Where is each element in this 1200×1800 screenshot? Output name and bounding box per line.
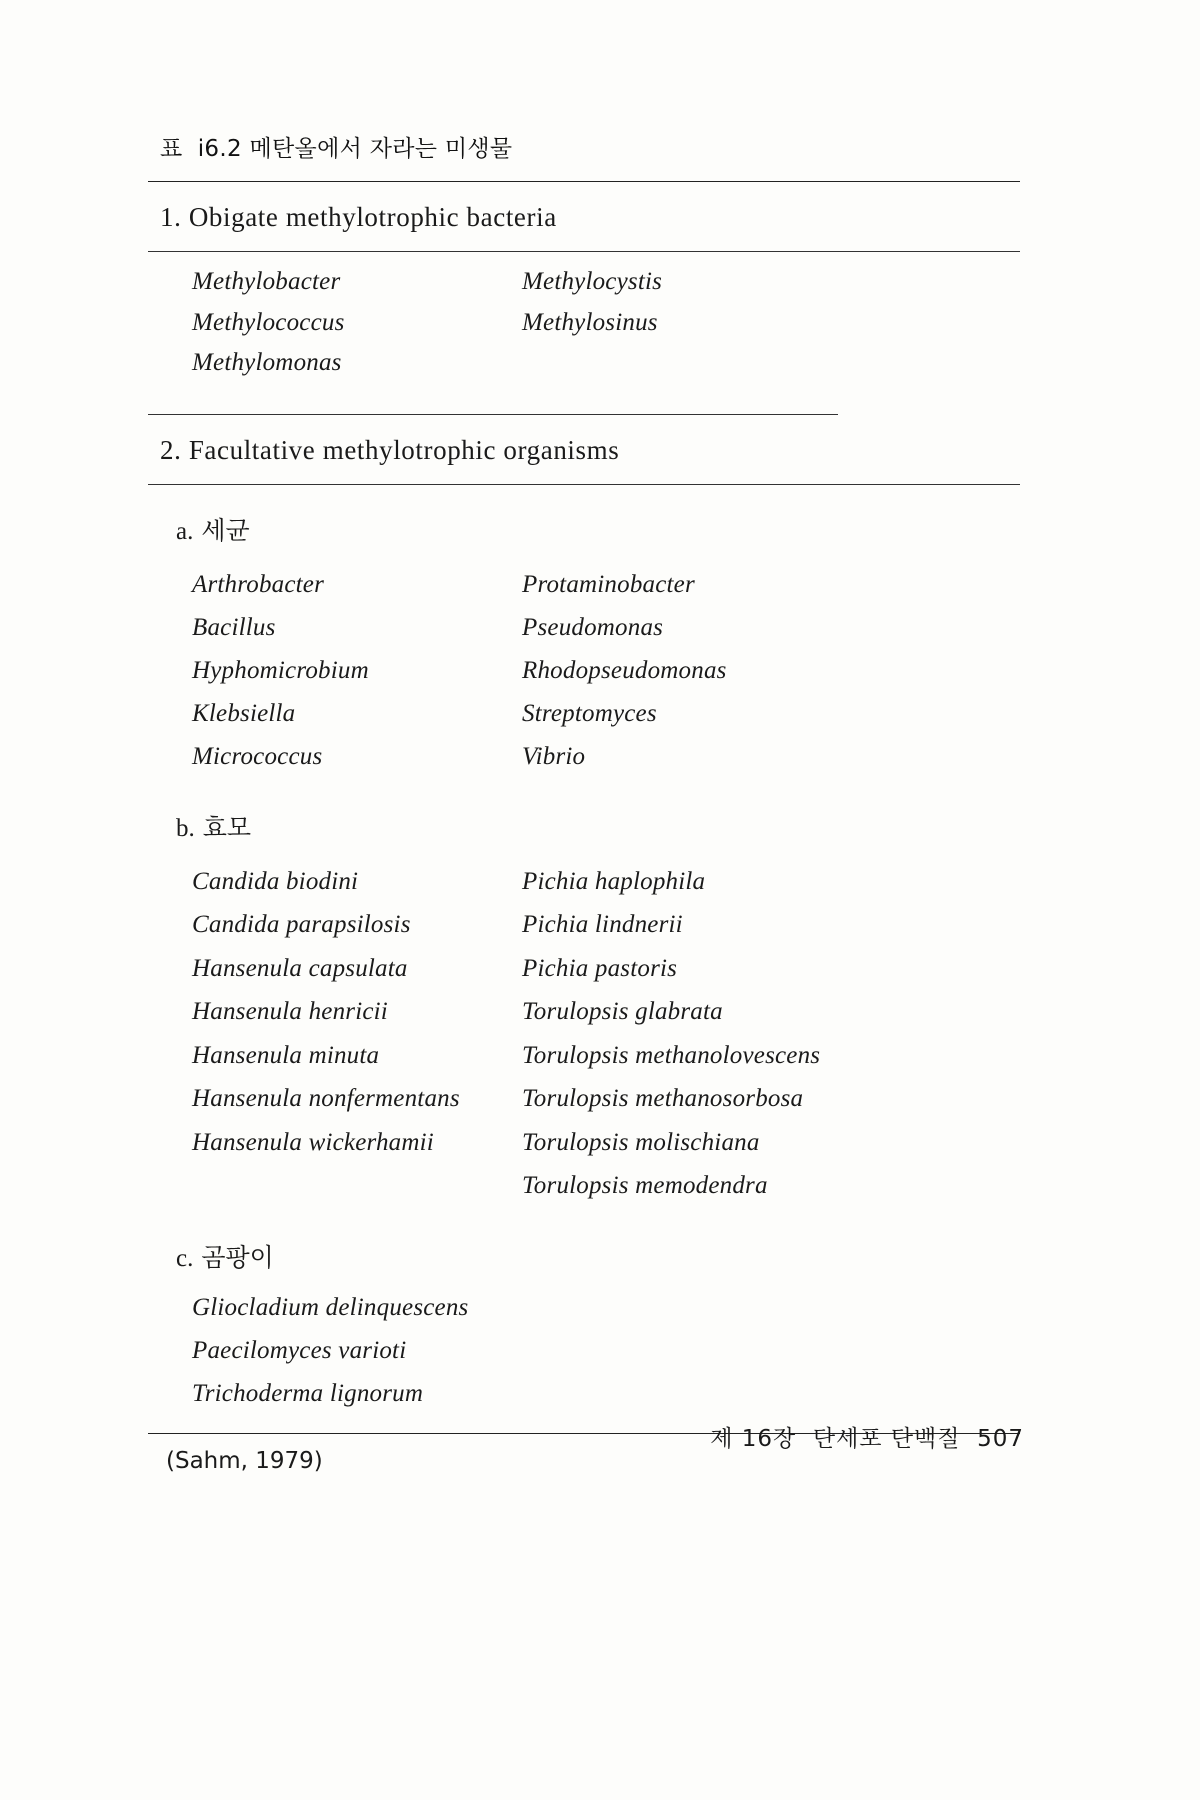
section-1-right-column xyxy=(522,262,952,384)
species-name: Trichoderma lignorum xyxy=(192,1379,424,1407)
subsection-c-label: 곰팡이 xyxy=(201,1242,274,1272)
species-name: Hansenula nonfermentans xyxy=(192,1085,460,1112)
section-1-species-block xyxy=(148,252,1020,388)
species-name: Methylosinus xyxy=(522,308,658,336)
section-2-title: Facultative methylotrophic organisms xyxy=(188,434,620,465)
section-1-left-column xyxy=(148,262,522,384)
species-name: Candida biodini xyxy=(192,867,359,895)
species-name: Methylomonas xyxy=(192,349,342,376)
subsection-c-heading xyxy=(148,1212,1020,1280)
species-name: Torulopsis methanosorbosa xyxy=(522,1085,804,1112)
section-2-heading xyxy=(148,415,1020,484)
species-name: Pichia haplophila xyxy=(522,867,706,895)
species-name: Gliocladium delinquescens xyxy=(192,1293,469,1321)
subsection-a-right-column xyxy=(522,563,952,778)
species-name: Rhodopseudomonas xyxy=(522,656,727,684)
species-name: Arthrobacter xyxy=(192,570,325,598)
species-name: Hansenula henricii xyxy=(192,998,388,1025)
species-name: Protaminobacter xyxy=(522,570,695,598)
subsection-b-left-column xyxy=(148,860,522,1208)
section-1-number: 1. xyxy=(160,202,182,232)
subsection-b-label: 효모 xyxy=(202,812,252,842)
species-name: Torulopsis methanolovescens xyxy=(522,1041,821,1069)
subsection-c-species-block xyxy=(148,1280,1020,1419)
species-name: Streptomyces xyxy=(522,699,657,727)
species-name: Micrococcus xyxy=(192,742,323,770)
subsection-b-species-block xyxy=(148,850,1020,1212)
section-1-heading xyxy=(148,182,1020,251)
table-container xyxy=(148,130,1020,1474)
species-name: Vibrio xyxy=(522,742,586,770)
species-name: Candida parapsilosis xyxy=(192,911,411,938)
source-citation: (Sahm, 1979) xyxy=(166,1447,323,1474)
section-1-title: Obigate methylotrophic bacteria xyxy=(188,202,557,232)
table-caption: 표 i6.2 메탄올에서 자라는 미생물 xyxy=(160,136,513,162)
species-name: Methylococcus xyxy=(192,308,345,336)
subsection-b-marker: b. xyxy=(176,814,195,842)
subsection-a-species-block xyxy=(148,553,1020,782)
species-name: Hansenula capsulata xyxy=(192,954,408,982)
subsection-a-label: 세균 xyxy=(201,515,250,545)
species-name: Torulopsis molischiana xyxy=(522,1128,760,1156)
subsection-c-marker: c. xyxy=(176,1244,194,1272)
subsection-b-right-column xyxy=(522,860,952,1208)
species-name: Torulopsis glabrata xyxy=(522,998,723,1025)
species-name: Paecilomyces varioti xyxy=(192,1336,407,1364)
species-name: Methylobacter xyxy=(192,268,341,295)
species-name: Pichia pastoris xyxy=(522,954,678,982)
species-name: Torulopsis memodendra xyxy=(522,1172,768,1199)
species-name: Methylocystis xyxy=(522,268,663,295)
page-footer: 제 16장 단세포 단백질 507 xyxy=(710,1426,1024,1452)
spacer xyxy=(148,388,1020,414)
species-name: Pichia lindnerii xyxy=(522,911,683,938)
section-2-number: 2. xyxy=(160,434,182,465)
species-name: Klebsiella xyxy=(192,699,296,727)
species-name: Pseudomonas xyxy=(522,613,664,641)
species-name: Bacillus xyxy=(192,613,276,641)
species-name: Hansenula minuta xyxy=(192,1041,380,1069)
subsection-a-heading xyxy=(148,485,1020,553)
subsection-a-marker: a. xyxy=(176,517,194,545)
species-name: Hyphomicrobium xyxy=(192,656,369,684)
subsection-b-heading xyxy=(148,782,1020,850)
species-name: Hansenula wickerhamii xyxy=(192,1128,434,1156)
subsection-a-left-column xyxy=(148,563,522,778)
